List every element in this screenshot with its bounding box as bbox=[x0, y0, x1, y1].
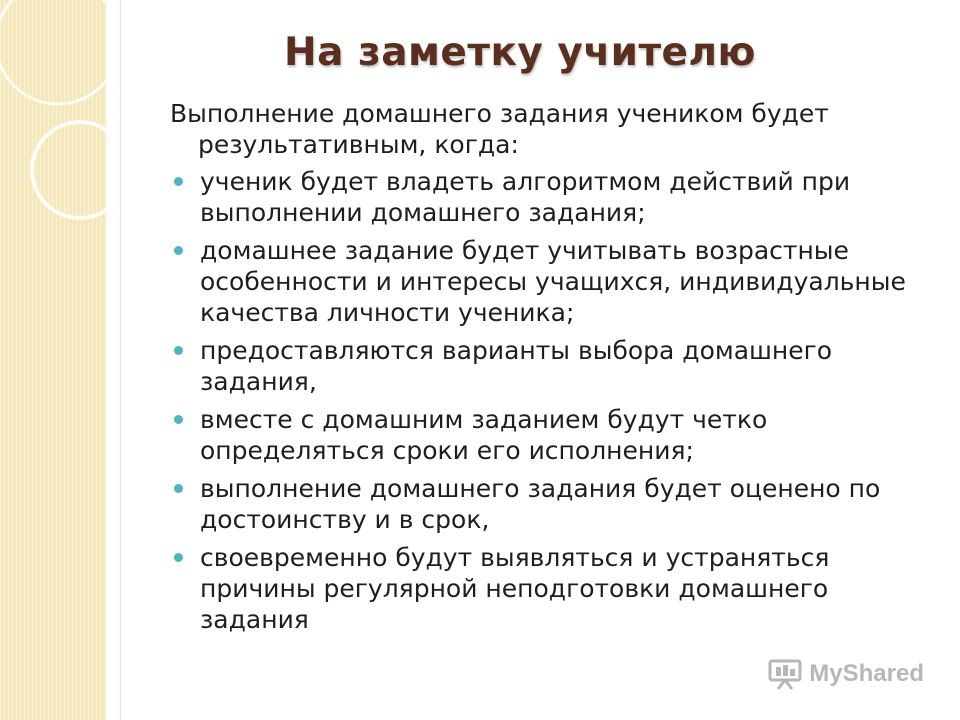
ring-bottom bbox=[32, 122, 128, 218]
list-item-text: вместе с домашним заданием будут четко определяться сроки его исполнения; bbox=[200, 405, 768, 465]
bullet-icon bbox=[174, 246, 183, 255]
bullet-icon bbox=[174, 415, 183, 424]
bullet-icon bbox=[174, 484, 183, 493]
bullet-icon bbox=[174, 346, 183, 355]
ring-top bbox=[0, 0, 120, 104]
watermark-text: MyShared bbox=[809, 660, 924, 687]
side-divider-line bbox=[120, 0, 121, 720]
list-item-text: домашнее задание будет учитывать возрастные особенности и интересы учащихся, индивидуальные качества личности ученика; bbox=[200, 236, 906, 327]
list-item bbox=[170, 473, 910, 535]
list-item bbox=[170, 235, 910, 328]
bullet-list bbox=[170, 166, 910, 635]
slide-content bbox=[170, 98, 910, 642]
list-item-text: выполнение домашнего задания будет оценено по достоинству и в срок, bbox=[200, 474, 881, 534]
presentation-board-icon bbox=[767, 658, 803, 690]
ring-decoration bbox=[0, 0, 140, 260]
list-item bbox=[170, 404, 910, 466]
list-item bbox=[170, 166, 910, 228]
watermark bbox=[767, 658, 924, 690]
list-item-text: ученик будет владеть алгоритмом действий при выполнении домашнего задания; bbox=[200, 167, 851, 227]
list-item bbox=[170, 335, 910, 397]
intro-text: Выполнение домашнего задания учеником будет результативным, когда: bbox=[170, 99, 829, 159]
bullet-icon bbox=[174, 553, 183, 562]
bullet-icon bbox=[174, 177, 183, 186]
slide-title: На заметку учителю bbox=[284, 30, 756, 75]
list-item bbox=[170, 542, 910, 635]
list-item-text: предоставляются варианты выбора домашнего задания, bbox=[200, 336, 833, 396]
list-item-text: своевременно будут выявляться и устраняться причины регулярной неподготовки домашнего задания bbox=[200, 543, 830, 634]
